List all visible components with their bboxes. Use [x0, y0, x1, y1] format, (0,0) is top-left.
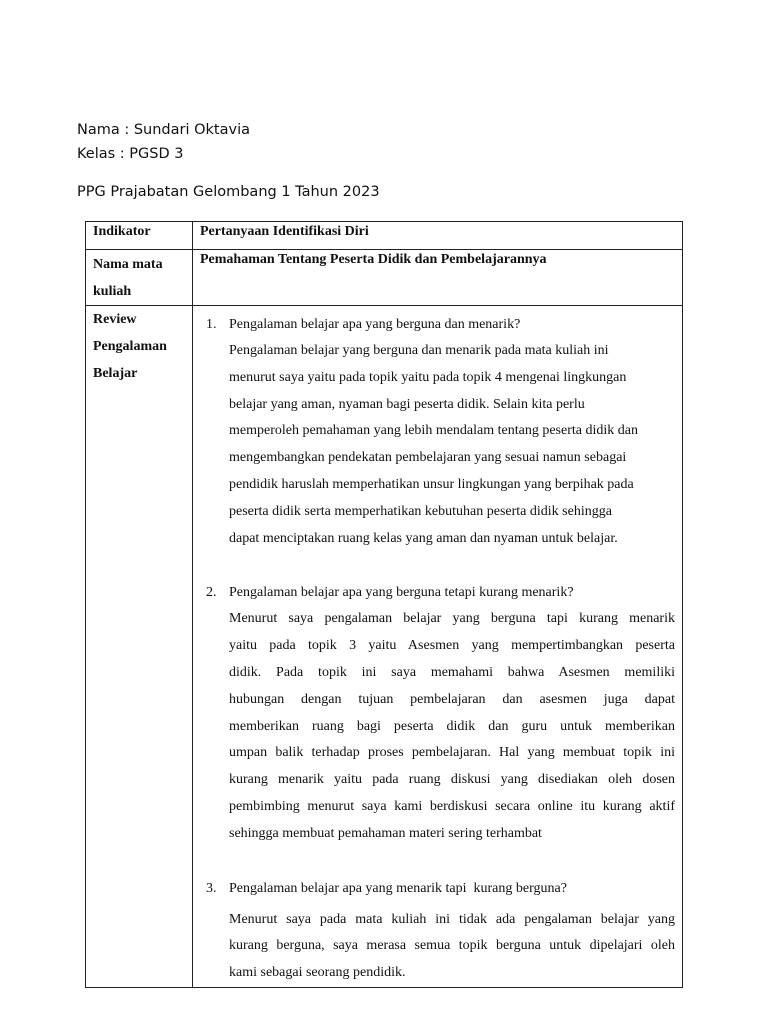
list-item: [206, 311, 675, 552]
answer-line: pembimbing menurut saya kami berdiskusi secara online itu kurang aktif: [229, 798, 675, 814]
answer-line: dapat menciptakan ruang kelas yang aman dan nyaman untuk belajar.: [229, 530, 618, 546]
answer-line: kurang berguna, saya merasa semua topik berguna untuk dipelajari oleh: [229, 938, 675, 954]
review-label-line2: Pengalaman: [93, 339, 167, 354]
answer-line: kami sebagai seorang pendidik.: [229, 965, 406, 981]
student-class: Kelas : PGSD 3: [77, 146, 184, 162]
header-question-label: Pertanyaan Identifikasi Diri: [200, 224, 369, 239]
answer-line: menurut saya yaitu pada topik yaitu pada topik 4 mengenai lingkungan: [229, 369, 627, 385]
question-text: Pengalaman belajar apa yang berguna dan menarik?: [229, 317, 521, 332]
list-item: [206, 875, 675, 987]
review-label-line1: Review: [93, 312, 137, 327]
review-label-line3: Belajar: [93, 366, 138, 381]
student-name: Nama : Sundari Oktavia: [77, 122, 250, 138]
question-number: 3.: [206, 880, 217, 896]
answer-line: umpan balik terhadap proses pembelajaran. Hal yang membuat topik ini: [229, 745, 675, 761]
table-header-row: [86, 222, 683, 250]
question-number: 1.: [206, 317, 217, 332]
answer-line: Menurut saya pengalaman belajar yang berguna tapi kurang menarik: [229, 611, 675, 627]
review-content-cell: [193, 306, 683, 988]
header-cell-indicator: [86, 222, 193, 250]
question-number: 2.: [206, 585, 217, 601]
answer-line: sehingga membuat pemahaman materi sering terhambat: [229, 825, 542, 841]
review-label-cell: [86, 306, 193, 988]
header-cell-question: [193, 222, 683, 250]
answer-line: peserta didik serta memperhatikan kebutuhan peserta didik sehingga: [229, 503, 612, 519]
question-text: Pengalaman belajar apa yang berguna tetapi kurang menarik?: [229, 585, 574, 601]
answer-line: pendidik haruslah memperhatikan unsur lingkungan yang berpihak pada: [229, 476, 634, 492]
course-label: [93, 250, 185, 305]
answer-line: memperoleh pemahaman yang lebih mendalam tentang peserta didik dan: [229, 423, 638, 439]
question-list: [200, 311, 675, 987]
answer-line: memberikan ruang bagi peserta didik dan guru untuk memberikan: [229, 718, 675, 734]
course-label-line2: kuliah: [93, 284, 132, 299]
answer-line: belajar yang aman, nyaman bagi peserta didik. Selain kita perlu: [229, 396, 585, 412]
course-name: Pemahaman Tentang Peserta Didik dan Pembelajarannya: [200, 252, 547, 267]
spacer: [229, 552, 675, 579]
program-title: PPG Prajabatan Gelombang 1 Tahun 2023: [77, 184, 380, 200]
answer-line: yaitu pada topik 3 yaitu Asesmen yang mempertimbangkan peserta: [229, 638, 675, 654]
review-row: [86, 306, 683, 988]
course-value-cell: [193, 250, 683, 306]
identification-table: [85, 221, 683, 988]
course-label-line1: Nama mata: [93, 257, 163, 272]
answer-line: mengembangkan pendekatan pembelajaran yang sesuai namun sebagai: [229, 450, 627, 466]
answer-line: hubungan dengan tujuan pembelajaran dan asesmen juga dapat: [229, 691, 675, 707]
list-item: [206, 579, 675, 847]
course-label-cell: [86, 250, 193, 306]
answer-line: kurang menarik yaitu pada ruang diskusi yang disediakan oleh dosen: [229, 772, 675, 788]
header-indicator-label: Indikator: [93, 224, 151, 239]
question-text: Pengalaman belajar apa yang menarik tapi kurang berguna?: [229, 880, 567, 896]
spacer: [229, 848, 675, 875]
review-label: [93, 306, 185, 387]
course-row: [86, 250, 683, 306]
answer-line: didik. Pada topik ini saya memahami bahwa Asesmen memiliki: [229, 664, 675, 680]
answer-line: Menurut saya pada mata kuliah ini tidak ada pengalaman belajar yang: [229, 911, 675, 927]
answer-line: Pengalaman belajar yang berguna dan menarik pada mata kuliah ini: [229, 343, 609, 358]
